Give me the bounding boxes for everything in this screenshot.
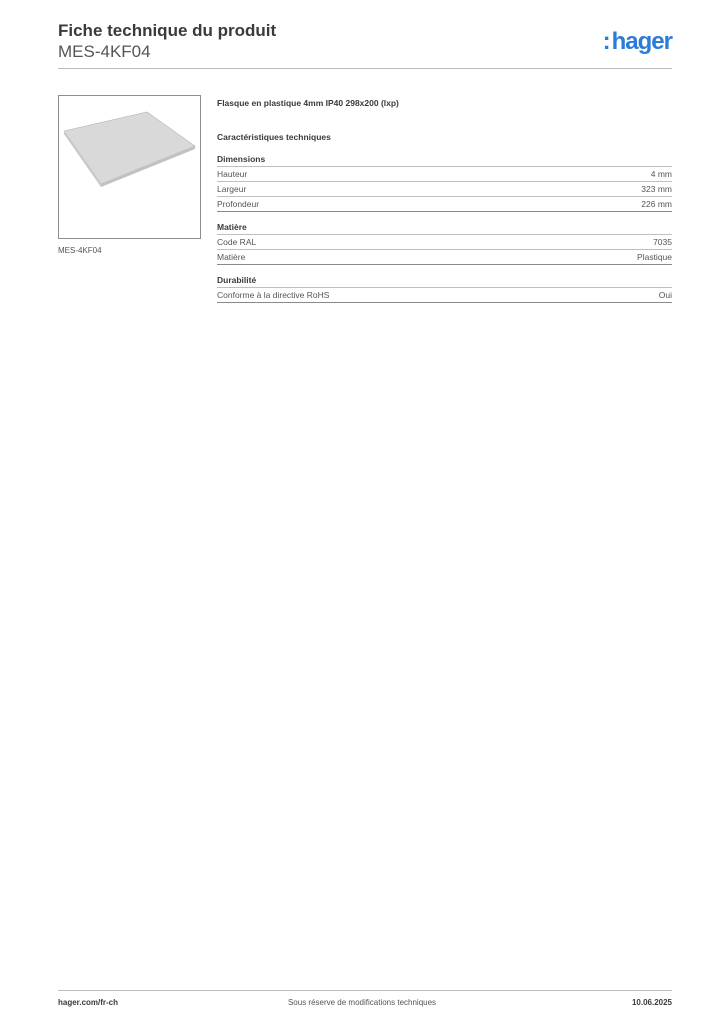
spec-value: Plastique <box>637 252 672 262</box>
plastic-flange-plate-icon <box>59 96 200 238</box>
section-title: Dimensions <box>217 152 672 167</box>
spec-value: 4 mm <box>650 169 672 179</box>
spec-label: Conforme à la directive RoHS <box>217 290 330 300</box>
spec-row-rohs <box>217 288 672 303</box>
product-description: Flasque en plastique 4mm IP40 298x200 (lxp) <box>217 98 399 108</box>
footer-website: hager.com/fr-ch <box>58 998 119 1007</box>
section-title: Matière <box>217 220 672 235</box>
spec-label: Matière <box>217 252 246 262</box>
spec-label: Largeur <box>217 184 247 194</box>
spec-value: 7035 <box>653 237 672 247</box>
spec-row-hauteur <box>217 167 672 182</box>
footer-date: 10.06.2025 <box>631 998 672 1007</box>
header-divider <box>58 68 672 69</box>
spec-row-largeur <box>217 182 672 197</box>
spec-label: Profondeur <box>217 199 260 209</box>
product-code: MES-4KF04 <box>58 42 151 61</box>
section-dimensions <box>217 152 672 212</box>
product-image <box>58 95 201 239</box>
section-matiere <box>217 220 672 265</box>
spec-value: 323 mm <box>641 184 672 194</box>
footer-disclaimer: Sous réserve de modifications techniques <box>287 998 437 1007</box>
page-header <box>58 20 672 68</box>
section-durabilite <box>217 273 672 303</box>
spec-label: Hauteur <box>217 169 248 179</box>
spec-row-profondeur <box>217 197 672 212</box>
spec-value: Oui <box>658 290 672 300</box>
spec-row-matiere <box>217 250 672 265</box>
section-title: Durabilité <box>217 273 672 288</box>
spec-row-code-ral <box>217 235 672 250</box>
footer-divider <box>58 990 672 991</box>
hager-logo: :hager <box>602 28 672 55</box>
image-caption: MES-4KF04 <box>58 246 102 255</box>
document-title: Fiche technique du produit <box>58 21 277 40</box>
specifications <box>217 96 672 303</box>
logo-text: hager <box>611 28 672 55</box>
characteristics-title: Caractéristiques techniques <box>217 132 331 142</box>
spec-value: 226 mm <box>641 199 672 209</box>
spec-label: Code RAL <box>217 237 257 247</box>
